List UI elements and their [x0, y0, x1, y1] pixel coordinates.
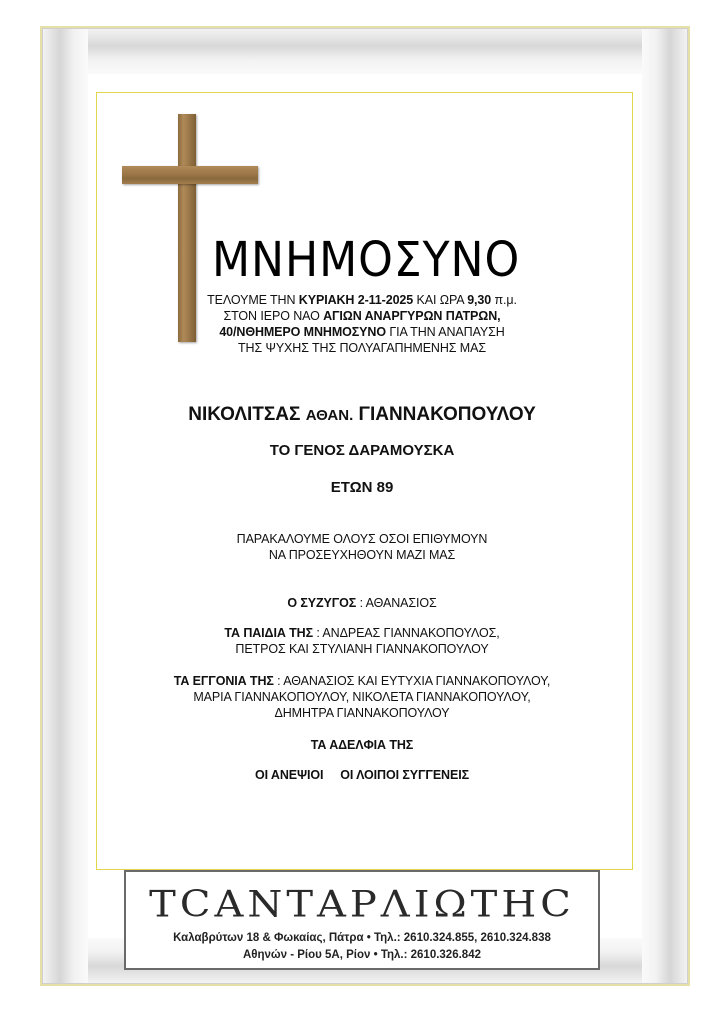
invite-line-2: ΝΑ ΠΡΟΣΕΥΧΗΘΟΥΝ ΜΑΖΙ ΜΑΣ — [268, 548, 456, 562]
spouse-line: Ο ΣΥΖΥΓΟΣ : ΑΘΑΝΑΣΙΟΣ — [287, 596, 437, 610]
children-line-1: ΤΑ ΠΑΙΔΙΑ ΤΗΣ : ΑΝΔΡΕΑΣ ΓΙΑΝΝΑΚΟΠΟΥΛΟΣ, — [224, 626, 500, 640]
age: ΕΤΩΝ 89 — [330, 479, 394, 496]
grandchildren-line-3: ΔΗΜΗΤΡΑ ΓΙΑΝΝΑΚΟΠΟΥΛΟΥ — [274, 706, 450, 720]
children-line-2: ΠΕΤΡΟΣ ΚΑΙ ΣΤΥΛΙΑΝΗ ΓΙΑΝΝΑΚΟΠΟΥΛΟΥ — [235, 642, 489, 656]
service-line-2: ΣΤΟΝ ΙΕΡΟ ΝΑΟ ΑΓΙΩΝ ΑΝΑΡΓΥΡΩΝ ΠΑΤΡΩΝ, — [223, 309, 501, 323]
grandchildren-line-1: ΤΑ ΕΓΓΟΝΙΑ ΤΗΣ : ΑΘΑΝΑΣΙΟΣ ΚΑΙ ΕΥΤΥΧΙΑ ΓΙΑΝΝΑΚΟΠΟΥΛΟΥ, — [173, 674, 551, 688]
funeral-home-footer — [124, 870, 600, 970]
service-line-3: 40/ΝΘΗΜΕΡΟ ΜΝΗΜΟΣΥΝΟ ΓΙΑ ΤΗΝ ΑΝΑΠΑΥΣΗ — [219, 325, 505, 339]
address-line-1: Καλαβρύτων 18 & Φωκαίας, Πάτρα • Τηλ.: 2610.324.855, 2610.324.838 — [173, 932, 551, 944]
funeral-home-logo: ΤCΑΝΤΑΡΛΙΩΤΗC — [149, 884, 575, 926]
relatives-line: ΟΙ ΑΝΕΨΙΟΙ ΟΙ ΛΟΙΠΟΙ ΣΥΓΓΕΝΕΙΣ — [254, 768, 469, 782]
grandchildren-line-2: ΜΑΡΙΑ ΓΙΑΝΝΑΚΟΠΟΥΛΟΥ, ΝΙΚΟΛΕΤΑ ΓΙΑΝΝΑΚΟΠΟΥΛΟΥ, — [193, 690, 531, 704]
service-line-4: ΤΗΣ ΨΥΧΗΣ ΤΗΣ ΠΟΛΥΑΓΑΠΗΜΕΝΗΣ ΜΑΣ — [238, 341, 486, 355]
notice-title: ΜΝΗΜΟΣΥΝΟ — [212, 232, 521, 288]
cross-icon — [122, 114, 258, 342]
service-line-1: ΤΕΛΟΥΜΕ ΤΗΝ ΚΥΡΙΑΚΗ 2-11-2025 ΚΑΙ ΩΡΑ 9,30 π.μ. — [207, 293, 517, 307]
address-line-2: Αθηνών - Ρίου 5Α, Ρίον • Τηλ.: 2610.326.842 — [242, 949, 481, 961]
invite-line-1: ΠΑΡΑΚΑΛΟΥΜΕ ΟΛΟΥΣ ΟΣΟΙ ΕΠΙΘΥΜΟΥΝ — [236, 532, 488, 546]
deceased-name: ΝΙΚΟΛΙΤΣΑΣ ΑΘΑΝ. ΓΙΑΝΝΑΚΟΠΟΥΛΟΥ — [188, 404, 536, 425]
maiden-name: ΤΟ ΓΕΝΟΣ ΔΑΡΑΜΟΥΣΚΑ — [269, 442, 455, 459]
siblings-line: ΤΑ ΑΔΕΛΦΙΑ ΤΗΣ — [310, 738, 414, 752]
